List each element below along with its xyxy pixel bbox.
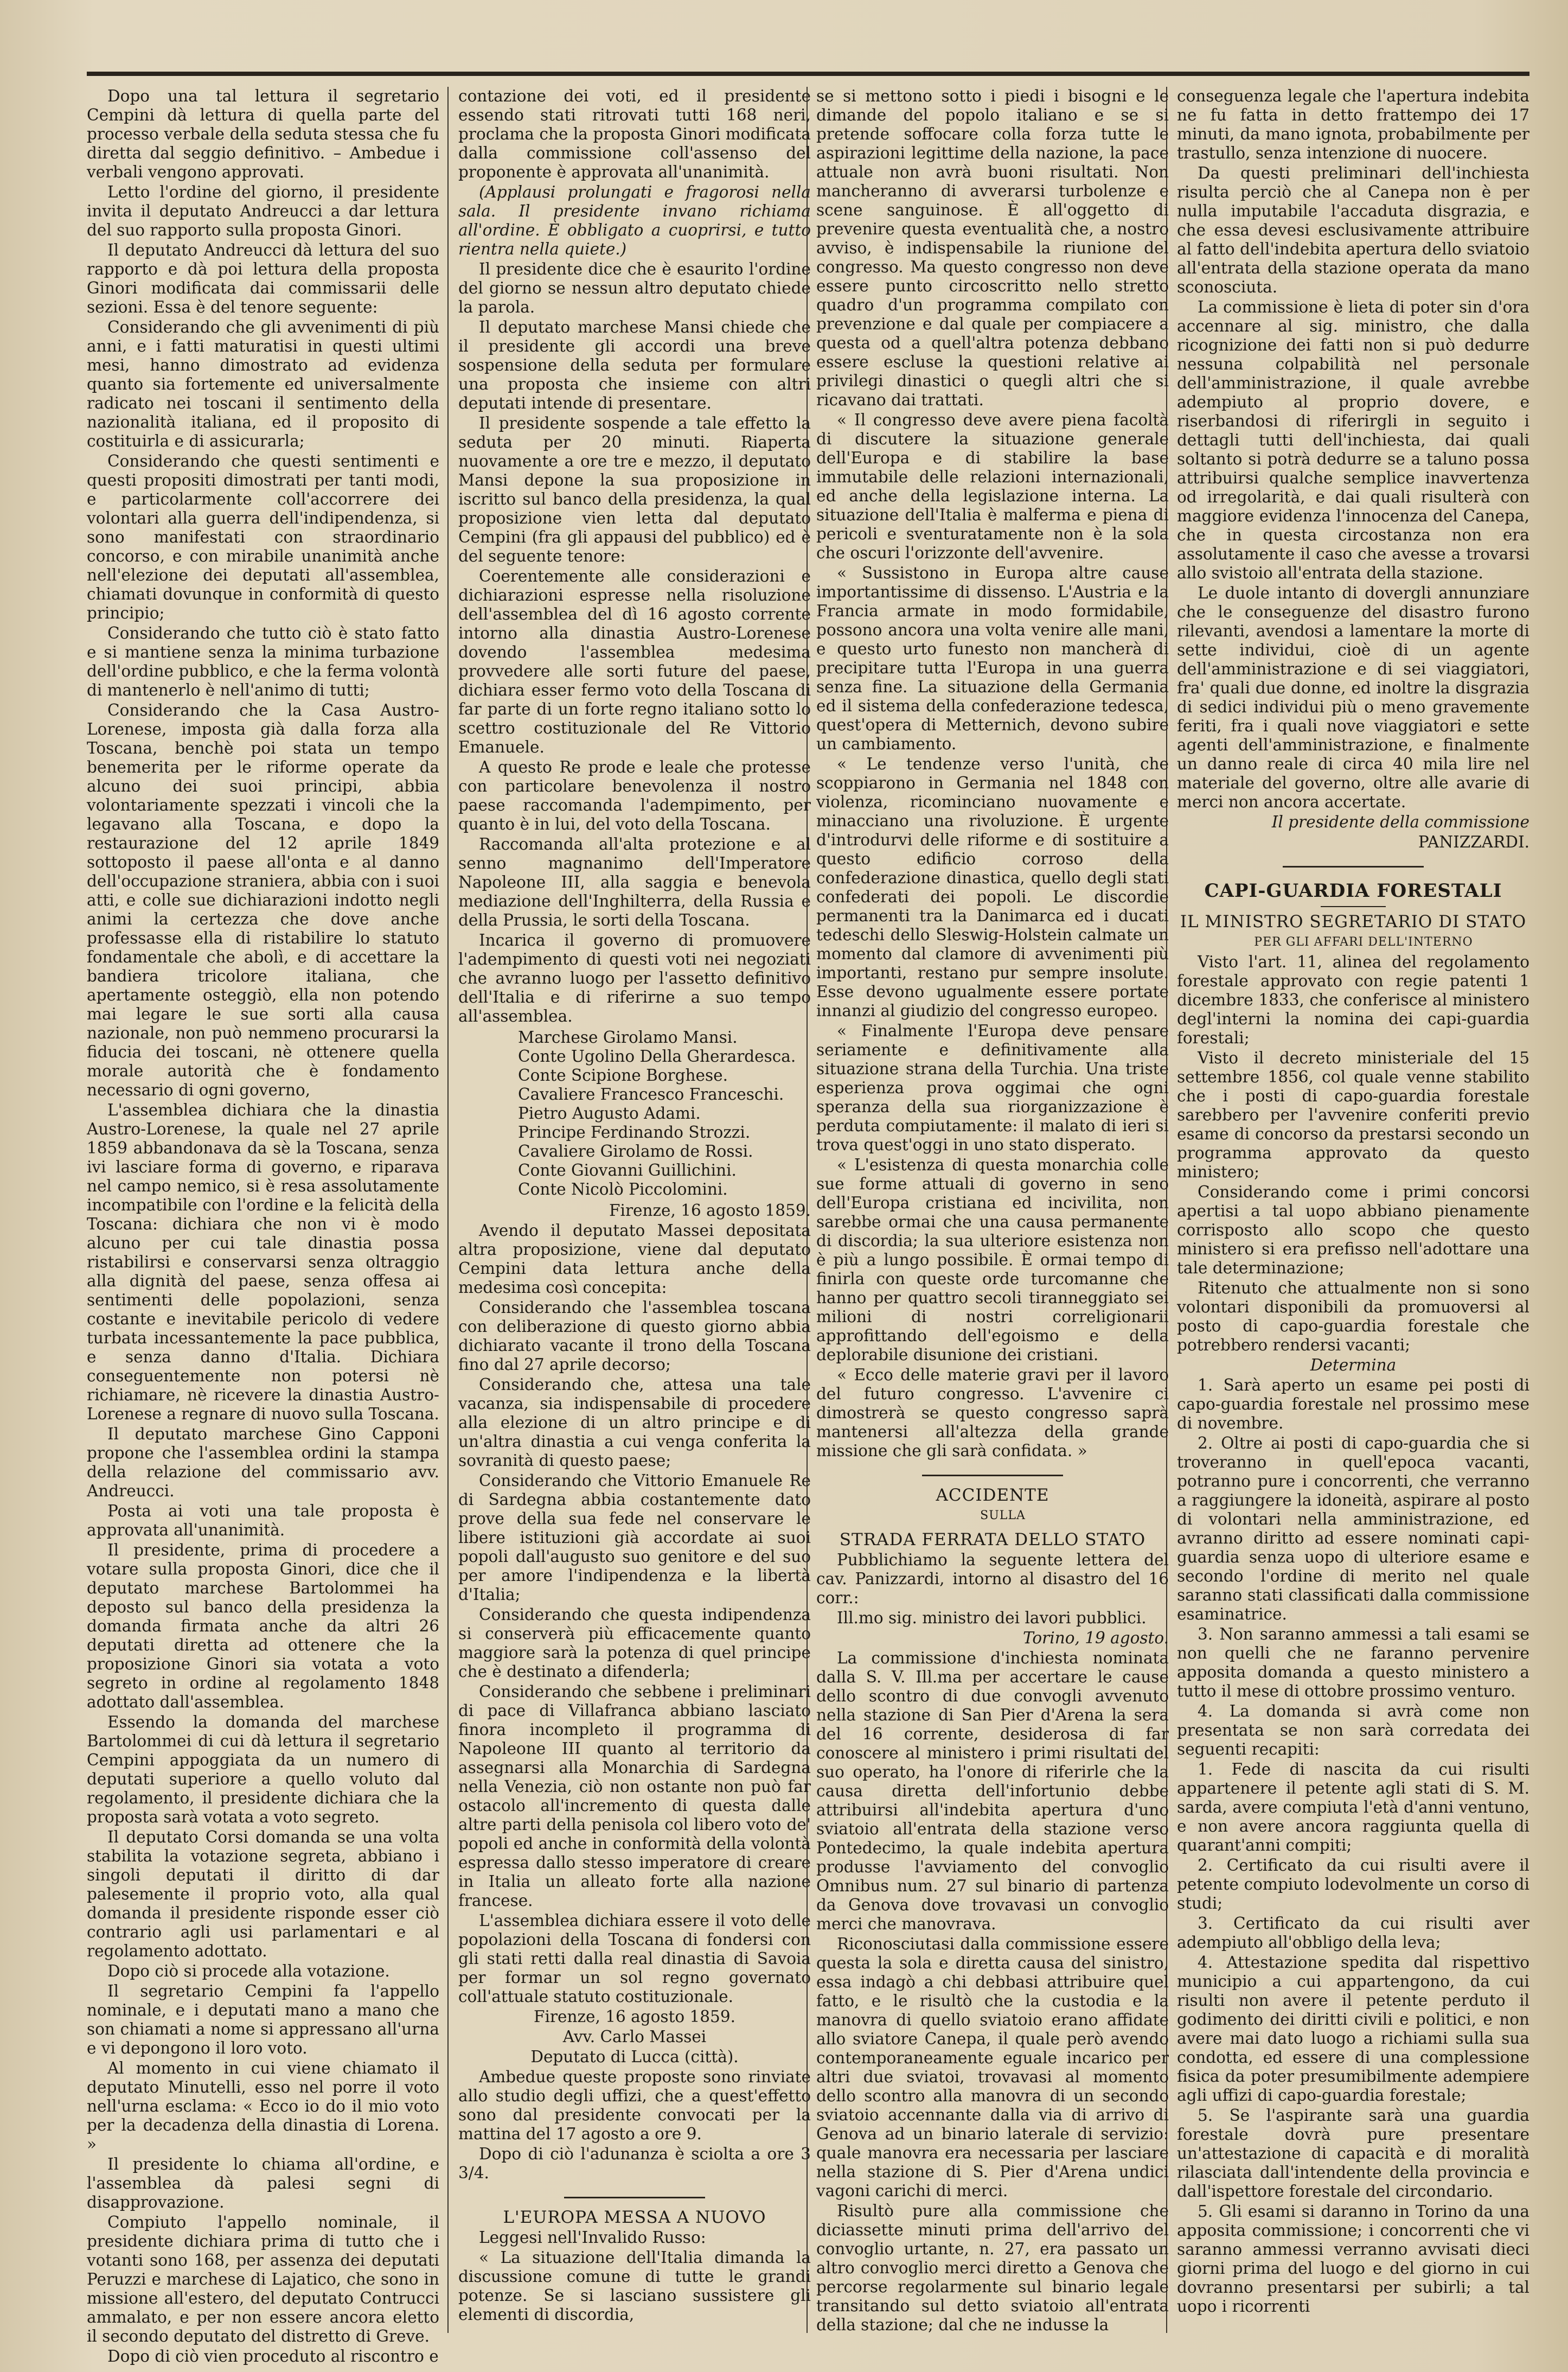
paragraph: Considerando che questi sentimenti e questi propositi dimostrati per tanti modi, e particolarmente coll'accorrere dei volontari alla guerra dell'indipendenza, si sono manifestati con straordinario concorso, e con mirabile unanimità anche nell'elezione dei deputati all'assemblea, chiamati dovunque in conformità di questo principio; [87,452,439,622]
paragraph: La commissione è lieta di poter sin d'ora accennare al sig. ministro, che dalla ricognizione dei fatti non si può dedurre nessuna colpabilità nel personale dell'amministrazione, il quale avrebbe adempiuto al proprio dovere, e riserbandosi di riferirgli in seguito i dettagli tutti dell'inchiesta, dai quali soltanto si potrà dedurre se a taluno possa attribuirsi qualche semplice inavvertenza od irregolarità, e dai quali risulterà con maggiore evidenza l'innocenza del Canepa, che in questa circostanza non era assolutamente il caso che avesse a trovarsi allo svistoio all'entrata della stazione. [1177,298,1529,582]
dateline: Firenze, 16 agosto 1859. [534,2007,735,2026]
top-rule [87,72,1529,76]
paragraph: Avendo il deputato Massei depositata altra proposizione, viene dal deputato Cempini data lettura anche della medesima così concepita: [458,1221,811,1297]
paragraph: Considerando che questa indipendenza si conserverà più efficacemente quanto maggiore sarà la potenza di quel principe che è destinato a difenderla; [458,1605,811,1681]
paragraph: Dopo di ciò l'adunanza è sciolta a ore 3 3/4. [458,2145,811,2182]
paragraph: Il presidente, prima di procedere a votare sulla proposta Ginori, dice che il deputato marchese Bartolommei ha deposto sul banco della presidenza la domanda firmata anche da altri 26 deputati diretta ad ottenere che la proposizione Ginori sia votata a voto segreto in ordine al regolamento 1848 adottato dall'assemblea. [87,1541,439,1711]
paragraph: Dopo di ciò vien proceduto al riscontro e [107,2347,439,2365]
dateline: Firenze, 16 agosto 1859. [609,1201,811,1220]
paragraph: Considerando che gli avvenimenti di più anni, e i fatti maturatisi in questi ultimi mesi, hanno dimostrato ad evidenza quanto sia fortemente ed universalmente radicato nei toscani il sentimento della nazionalità italiana, ed il proposito di costituirla e di assicurarla; [87,318,439,450]
section-separator [1283,866,1424,868]
signature-title: Deputato di Lucca (città). [530,2048,739,2066]
paragraph: Riconosciutasi dalla commissione essere questa la sola e diretta causa del sinistro, essa indagò a chi debbasi attribuire quel fatto, e le risultò che la custodia e la manovra di quello sviatoio erano affidate allo sviatore Canepa, il quale però avendo contemporaneamente eguale incarico per altri due sviatoi, trovavasi al momento dello scontro alla manovra di un secondo sviatoio accennante dalla via di arrivo di Genova ad un binario laterale di servizio: quale manovra era necessaria per lasciare nella stazione di S. Pier d'Arena undici vagoni carichi di merci. [816,1935,1169,2200]
paragraph: 2. Oltre ai posti di capo-guardia che si troveranno in quell'epoca vacanti, potranno pure i concorrenti, che verranno a raggiungere la idoneità, aspirare al posto di volontari nella amministrazione, ed avranno diritto ad essere nominati capi-guardia senza uopo di ulteriore esame e secondo l'ordine di merito nel quale saranno stati classificati dalla commissione esaminatrice. [1177,1434,1529,1623]
paragraph: 1. Sarà aperto un esame pei posti di capo-guardia forestale nel prossimo mese di novembre. [1177,1376,1529,1432]
paragraph: « Le tendenze verso l'unità, che scoppiarono in Germania nel 1848 con violenza, ricominciano nuovamente e minacciano una rivoluzione. È urgente d'introdurvi delle riforme e di sostituire a questo edificio corroso della confederazione dinastica, quello degli stati confederati dei popoli. Le discordie permanenti tra la Danimarca ed i ducati tedeschi dello Sleswig-Holstein calmate un momento dal clamore di avvenimenti più importanti, restano pur sempre insolute. Esse devono ugualmente essere portate innanzi al giudizio del congresso europeo. [816,755,1169,1020]
paragraph: 4. La domanda si avrà come non presentata se non sarà corredata dei seguenti recapiti: [1177,1702,1529,1758]
paragraph: Il deputato Corsi domanda se una volta stabilita la votazione segreta, abbiano i singoli deputati il diritto di dar palesemente il proprio voto, alla qual domanda il presidente risponde esser ciò contrario agli usi parlamentari e al regolamento adottato. [87,1828,439,1960]
paragraph: Compiuto l'appello nominale, il presidente dichiara prima di tutto che i votanti sono 168, per assenza dei deputati Peruzzi e marchese di Lajatico, che sono in missione all'estero, del deputato Contrucci ammalato, e per non essere ancora eletto il secondo deputato del distretto di Greve. [87,2213,439,2345]
signatory: Pietro Augusto Adami. [518,1104,701,1123]
signatory: Conte Nicolò Piccolomini. [518,1180,728,1198]
paragraph: Le duole intanto di dovergli annunziare che le conseguenze del disastro furono rilevanti, avendosi a lamentare la morte di sette individui, cioè di un agente dell'amministrazione e di sei viaggiatori, fra' quali due donne, ed inoltre la disgrazia di sedici individui più o meno gravemente feriti, fra i quali nove viaggiatori e sette agenti dell'amministrazione, e finalmente un danno reale di circa 40 mila lire nel materiale del governo, oltre alle avarie di merci non ancora accertate. [1177,584,1529,811]
paragraph: Il deputato Andreucci dà lettura del suo rapporto e dà poi lettura della proposta Ginori modificata dai commissarii delle sezioni. Essa è del tenore seguente: [87,241,439,316]
determination-heading: Determina [1310,1356,1397,1374]
paragraph: Dopo una tal lettura il segretario Cempini dà lettura di quella parte del processo verbale della seduta stessa che fu diretta dal seggio definitivo. – Ambedue i verbali vengono approvati. [87,87,439,181]
paragraph: Coerentemente alle considerazioni e dichiarazioni espresse nella risoluzione dell'assemblea del dì 16 agosto corrente intorno alla dinastia Austro-Lorenese dovendo l'assemblea medesima provvedere alle sorti future del paese, dichiara esser fermo voto della Toscana di far parte di un forte regno italiano sotto lo scettro costituzionale del Re Vittorio Emanuele. [458,567,811,756]
column-3 [816,87,1169,2338]
paragraph: Letto l'ordine del giorno, il presidente invita il deputato Andreucci a dar lettura del suo rapporto sulla proposta Ginori. [87,183,439,239]
paragraph: Visto l'art. 11, alinea del regolamento forestale approvato con regie patenti 1 dicembre 1833, che conferisce al ministero degl'interni la nomina dei capi-guardia forestali; [1177,953,1529,1047]
paragraph: 1. Fede di nascita da cui risulti appartenere il petente agli stati di S. M. sarda, avere compiuta l'età d'anni ventuno, e non avere ancora raggiunta quella di quarant'anni compiti; [1177,1760,1529,1854]
paragraph: contazione dei voti, ed il presidente essendo stati ritrovati tutti 168 neri, proclama che la proposta Ginori modificata dalla commissione coll'assenso del proponente è approvata all'unanimità. [458,87,811,181]
paragraph: « Ecco delle materie gravi per il lavoro del futuro congresso. L'avvenire ci dimostrerà se questo congresso saprà mantenersi all'altezza della grande missione che gli sarà confidata. » [816,1366,1169,1460]
paragraph: « La situazione dell'Italia dimanda la discussione comune di tutte le grandi potenze. Se si lasciano sussistere gli elementi di discordia, [458,2248,811,2324]
paragraph: Considerando che, attesa una tale vacanza, sia indispensabile di procedere alla elezione di un altro principe e di un'altra dinastia a cui venga conferita la sovranità di questo paese; [458,1375,811,1470]
paragraph: Considerando come i primi concorsi apertisi a tal uopo abbiano pienamente corrisposto allo scopo che questo ministero si era prefisso nell'adottare una tale determinazione; [1177,1183,1529,1277]
paragraph: Visto il decreto ministeriale del 15 settembre 1856, col quale venne stabilito che i posti di capo-guardia forestale sarebbero per l'avvenire conferiti previo esame di concorso da prestarsi secondo un programma approvato da questo ministero; [1177,1049,1529,1181]
signatory: Cavaliere Francesco Franceschi. [518,1085,784,1104]
paragraph: « Sussistono in Europa altre cause importantissime di dissenso. L'Austria e la Francia armate in modo formidabile, possono ancora una volta venire alle mani, e questo urto funesto non mancherà di precipitare tutta l'Europa in una guerra senza fine. La situazione della Germania ed il sistema della confederazione tedesca, quest'opera di Metternich, devono subire un cambiamento. [816,564,1169,753]
paragraph: Leggesi nell'Invalido Russo: [479,2228,706,2247]
signatory: Cavaliere Girolamo de Rossi. [518,1142,753,1161]
dateline: Torino, 19 agosto. [1023,1629,1169,1647]
paragraph: L'assemblea dichiara essere il voto delle popolazioni della Toscana di fondersi con gli stati retti dalla real dinastia di Savoia per formar un sol regno governato coll'attuale statuto costituzionale. [458,1911,811,2006]
signature: Avv. Carlo Massei [562,2027,707,2046]
section-separator [1321,906,1386,907]
column-4 [1177,87,1529,2338]
signatory: Conte Giovanni Guillichini. [518,1161,737,1179]
paragraph: Il deputato marchese Mansi chiede che il presidente gli accordi una breve sospensione della seduta per formulare una proposta che insieme con altri deputati intende di presentare. [458,318,811,412]
paragraph: 3. Non saranno ammessi a tali esami se non quelli che ne faranno pervenire apposita domanda a questo ministero a tutto il mese di ottobre prossimo venturo. [1177,1625,1529,1700]
signature-title: Il presidente della commissione [1271,813,1529,831]
stage-direction: (Applausi prolungati e fragorosi nella sala. Il presidente invano richiama all'ordine. È obbligato a cuoprirsi, e tutto rientra nella quiete.) [458,183,811,258]
paragraph: Considerando che la Casa Austro-Lorenese, imposta già dalla forza alla Toscana, benchè poi stata un tempo benemerita per le riforme operate da alcuno dei suoi principi, abbia volontariamente spezzati i vincoli che la legavano alla Toscana, e dopo la restaurazione del 12 aprile 1849 sottoposto il paese all'onta e al danno dell'occupazione straniera, abbia con i suoi atti, e colle sue dichiarazioni indotto negli animi la certezza che dove anche professasse ella di ristabilire lo statuto fondamentale che abolì, e di accettare la bandiera tricolore italiana, che apertamente osteggiò, ella non potendo mai legare le sue sorti alla causa nazionale, non può nemmeno procurarsi la fiducia dei toscani, nè ottenere quella morale autorità che è fondamento necessario di ogni governo, [87,701,439,1099]
paragraph: Raccomanda all'alta protezione e al senno magnanimo dell'Imperatore Napoleone III, alla saggia e benevola mediazione dell'Inghilterra, della Russia e della Prussia, le sorti della Toscana. [458,835,811,929]
paragraph: 3. Certificato da cui risulti aver adempiuto all'obbligo della leva; [1177,1914,1529,1952]
paragraph: se si mettono sotto i piedi i bisogni e le dimande del popolo italiano e se si pretende soffocare colla forza tutte le aspirazioni legittime della nazione, la pace attuale non avrà buoni risultati. Non mancheranno di avverarsi turbolenze e scene sanguinose. È all'oggetto di prevenire questa eventualità che, a nostro avviso, è indispensabile la riunione del congresso. Ma questo congresso non deve essere punto circoscritto nello stretto quadro d'un programma compilato con prevenzione e dal quale per compiacere a questa od a quell'altra potenza debbano essere escluse la questioni relative ai privilegi dinastici o quegli altri che si ricavano dai trattati. [816,87,1169,409]
salutation: Ill.mo sig. ministro dei lavori pubblici. [837,1609,1147,1627]
paragraph: 4. Attestazione spedita dal rispettivo municipio a cui appartengono, da cui risulti non avere il petente perduto il godimento dei diritti civili e politici, e non avere mai dato luogo a richiami sulla sua condotta, ed essere di una complessione fisica da poter presumibilmente adempiere agli uffizi di capo-guardia forestale; [1177,1953,1529,2105]
paragraph: « L'esistenza di questa monarchia colle sue forme attuali di governo in seno dell'Europa cristiana ed incivilita, non sarebbe ormai che una causa permanente di discordia; la sua ulteriore esistenza non è più a lungo possibile. È ormai tempo di finirla con queste orde turcomanne che hanno per quattro secoli tiranneggiato sei milioni di nostri correligionarii approfittando dell'egoismo e della deplorabile disunione dei cristiani. [816,1156,1169,1364]
paragraph: 5. Gli esami si daranno in Torino da una apposita commissione; i concorrenti che vi saranno ammessi verranno avvisati dieci giorni prima del luogo e del giorno in cui dovranno presentarsi per subirli; a tal uopo i ricorrenti [1177,2202,1529,2316]
paragraph: A questo Re prode e leale che protesse con particolare benevolenza il nostro paese raccomanda l'adempimento, per quanto è in lui, del voto della Toscana. [458,758,811,833]
section-separator [922,1475,1063,1476]
paragraph: Pubblichiamo la seguente lettera del cav. Panizzardi, intorno al disastro del 16 corr.: [816,1551,1169,1607]
paragraph: Incarica il governo di promuovere l'adempimento di questi voti nei negoziati che avranno luogo per l'assetto definitivo dell'Italia e di riferirne a suo tempo all'assemblea. [458,931,811,1025]
paragraph: Il presidente sospende a tale effetto la seduta per 20 minuti. Riaperta nuovamente a ore tre e mezzo, il deputato Mansi depone la sua proposizione in iscritto sul banco della presidenza, la qual proposizione vien letta dal deputato Cempini (fra gli appausi del pubblico) ed è del seguente tenore: [458,414,811,565]
section-heading: IL MINISTRO SEGRETARIO DI STATO [1180,912,1527,932]
paragraph: Da questi preliminari dell'inchiesta risulta perciò che al Canepa non è per nulla imputabile l'accaduta disgrazia, e che essa devesi esclusivamente attribuire al fatto dell'indebita apertura dello sviatoio all'entrata della stazione operata da mano sconosciuta. [1177,164,1529,296]
paragraph: « Il congresso deve avere piena facoltà di discutere la situazione generale dell'Europa e di stabilire la base immutabile delle relazioni internazionali, ed anche della legislazione interna. La situazione dell'Italia è malferma e piena di pericoli e sventuratamente non è la sola che oscuri l'orizzonte dell'avvenire. [816,411,1169,562]
section-separator [564,2197,705,2198]
paragraph: Ritenuto che attualmente non si sono volontari disponibili da promuoversi al posto di capo-guardia forestale che potrebbero rendersi vacanti; [1177,1279,1529,1354]
paragraph: Considerando che sebbene i preliminari di pace di Villafranca abbiano lasciato finora incompleto il programma di Napoleone III quanto al territorio da assegnarsi alla Monarchia di Sardegna nella Venezia, ciò non ostante non può far ostacolo all'incremento di questa dalle altre parti della penisola col libero voto de' popoli ed anche in conformità della volontà espressa dallo stesso imperatore di creare in Italia un alleato forte alla nazione francese. [458,1682,811,1910]
paragraph: La commissione d'inchiesta nominata dalla S. V. Ill.ma per accertare le cause dello scontro di due convogli avvenuto nella stazione di San Pier d'Arena la sera del 16 corrente, desiderosa di far conoscere al ministero i primi risultati del suo operato, ha l'onore di riferirle che la causa diretta dell'infortunio debbe attribuirsi all'indebita apertura d'uno sviatoio all'entrata della stazione verso Pontedecimo, la quale indebita apertura produsse l'avviamento del convoglio Omnibus num. 27 sul binario di partenza da Genova dove trovavasi un convoglio merci che manovrava. [816,1649,1169,1933]
paragraph: Il deputato marchese Gino Capponi propone che l'assemblea ordini la stampa della relazione del commissario avv. Andreucci. [87,1425,439,1500]
section-subheading: PER GLI AFFARI DELL'INTERNO [1254,935,1473,949]
signatory: Marchese Girolamo Mansi. [518,1028,738,1047]
paragraph: conseguenza legale che l'apertura indebita ne fu fatta in detto frattempo dei 17 minuti, da mano ignota, probabilmente per trastullo, senza intenzione di nuocere. [1177,87,1529,162]
section-heading: L'EUROPA MESSA A NUOVO [503,2208,766,2227]
paragraph: « Finalmente l'Europa deve pensare seriamente e definitivamente alla situazione strana della Turchia. Una triste esperienza prova oggimai che ogni speranza della sua riorganizzazione è perduta compiutamente: il malato di ieri si trova quest'oggi in uno stato disperato. [816,1022,1169,1154]
signatory: Principe Ferdinando Strozzi. [518,1123,751,1142]
paragraph: Considerando che tutto ciò è stato fatto e si mantiene senza la minima turbazione dell'ordine pubblico, e che la ferma volontà di mantenerlo è nell'animo di tutti; [87,624,439,699]
column-divider [447,87,449,2333]
section-heading: CAPI-GUARDIA FORESTALI [1204,880,1502,902]
paragraph: Il presidente dice che è esaurito l'ordine del giorno se nessun altro deputato chiede la parola. [458,260,811,316]
paragraph: Ambedue queste proposte sono rinviate allo studio degli uffizi, che a quest'effetto sono dal presidente convocati per la mattina del 17 agosto a ore 9. [458,2068,811,2143]
signatory: Conte Scipione Borghese. [518,1066,728,1085]
paragraph: Considerando che Vittorio Emanuele Re di Sardegna abbia costantemente dato prove della sua fede nel conservare le libere istituzioni già accordate ai suoi popoli dall'augusto suo genitore e del suo per amore l'indipendenza e la libertà d'Italia; [458,1471,811,1604]
paragraph: Il presidente lo chiama all'ordine, e l'assemblea dà palesi segni di disapprovazione. [87,2155,439,2211]
section-heading: ACCIDENTE [936,1485,1049,1505]
paragraph: Essendo la domanda del marchese Bartolommei di cui dà lettura il segretario Cempini appoggiata da un numero di deputati superiore a quello voluto dal regolamento, il presidente dichiara che la proposta sarà votata a voto segreto. [87,1713,439,1826]
signatories-list [458,1028,811,1199]
paragraph: 5. Se l'aspirante sarà una guardia forestale dovrà pure presentare un'attestazione di capacità e di moralità rilasciata dall'intendente della provincia e dall'ispettore forestale del circondario. [1177,2106,1529,2201]
column-1 [87,87,439,2365]
paragraph: Considerando che l'assemblea toscana con deliberazione di questo giorno abbia dichiarato vacante il trono della Toscana fino dal 27 aprile decorso; [458,1298,811,1374]
section-subheading: SULLA [980,1509,1026,1522]
paragraph: L'assemblea dichiara che la dinastia Austro-Lorenese, la quale nel 27 aprile 1859 abbandonava da sè la Toscana, senza ivi lasciare forma di governo, e riparava nel campo nemico, si è resa assolutamente incompatibile con l'ordine e la felicità della Toscana: dichiara che non vi è modo alcuno per cui tale dinastia possa ristabilirsi e conservarsi senza oltraggio alla dignità del paese, senza offesa ai sentimenti delle popolazioni, senza costante e inevitabile pericolo di vedere turbata incessantemente la pace pubblica, e senza danno d'Italia. Dichiara conseguentemente non potersi nè richiamare, nè ricevere la dinastia Austro-Lorenese a regnare di nuovo sulla Toscana. [87,1101,439,1423]
section-heading: STRADA FERRATA DELLO STATO [839,1530,1146,1550]
paragraph: 2. Certificato da cui risulti avere il petente compiuto lodevolmente un corso di studi; [1177,1856,1529,1912]
paragraph: Risultò pure alla commissione che diciassette minuti prima dell'arrivo del convoglio urtante, n. 27, era passato un altro convoglio merci diretto a Genova che percorse regolarmente sul binario legale transitando sul detto sviatoio all'entrata della stazione; dal che ne indusse la [816,2202,1169,2334]
paragraph: Al momento in cui viene chiamato il deputato Minutelli, esso nel porre il voto nell'urna esclama: « Ecco io do il mio voto per la decadenza della dinastia di Lorena. » [87,2059,439,2153]
paragraph: Dopo ciò si procede alla votazione. [107,1962,390,1980]
paragraph: Il segretario Cempini fa l'appello nominale, e i deputati mano a mano che son chiamati a nome si appressano all'urna e vi depongono il loro voto. [87,1982,439,2057]
signatory: Conte Ugolino Della Gherardesca. [518,1047,796,1066]
paragraph: Posta ai voti una tale proposta è approvata all'unanimità. [87,1502,439,1539]
column-2 [458,87,811,2338]
signature: PANIZZARDI. [1418,833,1529,851]
